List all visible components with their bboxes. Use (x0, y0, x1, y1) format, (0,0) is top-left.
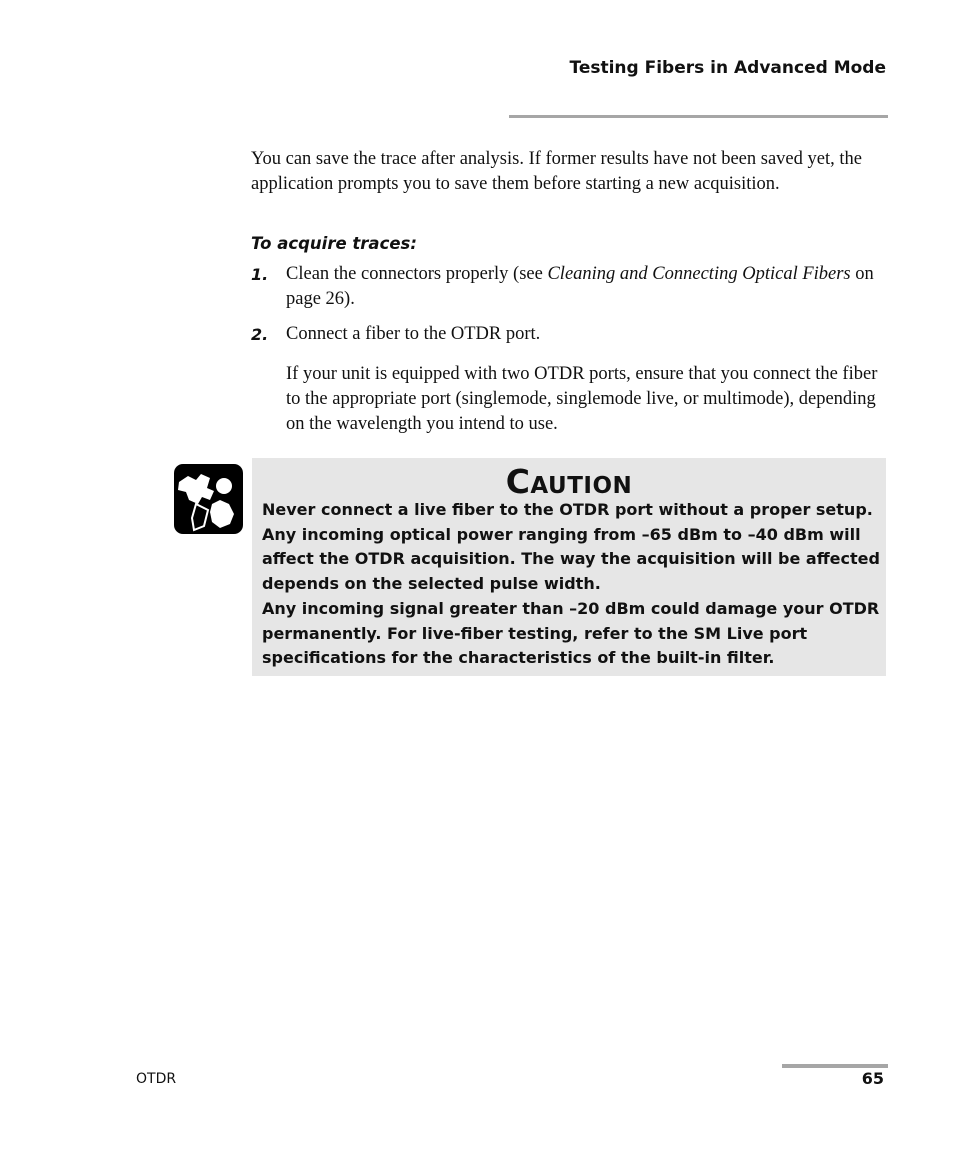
header-rule (509, 115, 888, 118)
footer-rule (782, 1064, 888, 1068)
caution-hand-icon (174, 464, 243, 534)
cross-reference-link[interactable]: Cleaning and Connecting Optical Fibers (547, 264, 851, 284)
caution-paragraph: Any incoming signal greater than –20 dBm could damage your OTDR permanently. For live-fiber testing, refer to the SM Live port specifications for the characteristics of the built-in filter. (262, 598, 880, 668)
step-text-before: Clean the connectors properly (see (286, 264, 548, 284)
procedure-heading: To acquire traces: (251, 234, 417, 253)
page-number: 65 (861, 1069, 884, 1088)
step-text: Connect a fiber to the OTDR port. (286, 324, 541, 344)
running-header-title: Testing Fibers in Advanced Mode (569, 58, 886, 78)
step-note: If your unit is equipped with two OTDR ports, ensure that you connect the fiber to the appropriate port (singlemode, singlemode live, or multimode), depending on the wavelength you intend to use. (286, 364, 878, 434)
step-text-after: on page 26). (286, 264, 874, 309)
step-text (286, 262, 886, 312)
caution-paragraph: Never connect a live fiber to the OTDR port without a proper setup. Any incoming optical power ranging from –65 dBm to –40 dBm will affect the OTDR acquisition. The way the acquisition will be affected depends on the selected pulse width. (262, 500, 880, 594)
intro-paragraph: You can save the trace after analysis. If former results have not been saved yet, the application prompts you to save them before starting a new acquisition. (251, 149, 862, 194)
caution-body (262, 498, 880, 671)
caution-title: Caution (505, 462, 633, 501)
footer-product: OTDR (136, 1071, 177, 1087)
step-number: 1. (251, 265, 269, 284)
caution-box (252, 458, 886, 676)
step-number: 2. (251, 325, 269, 344)
